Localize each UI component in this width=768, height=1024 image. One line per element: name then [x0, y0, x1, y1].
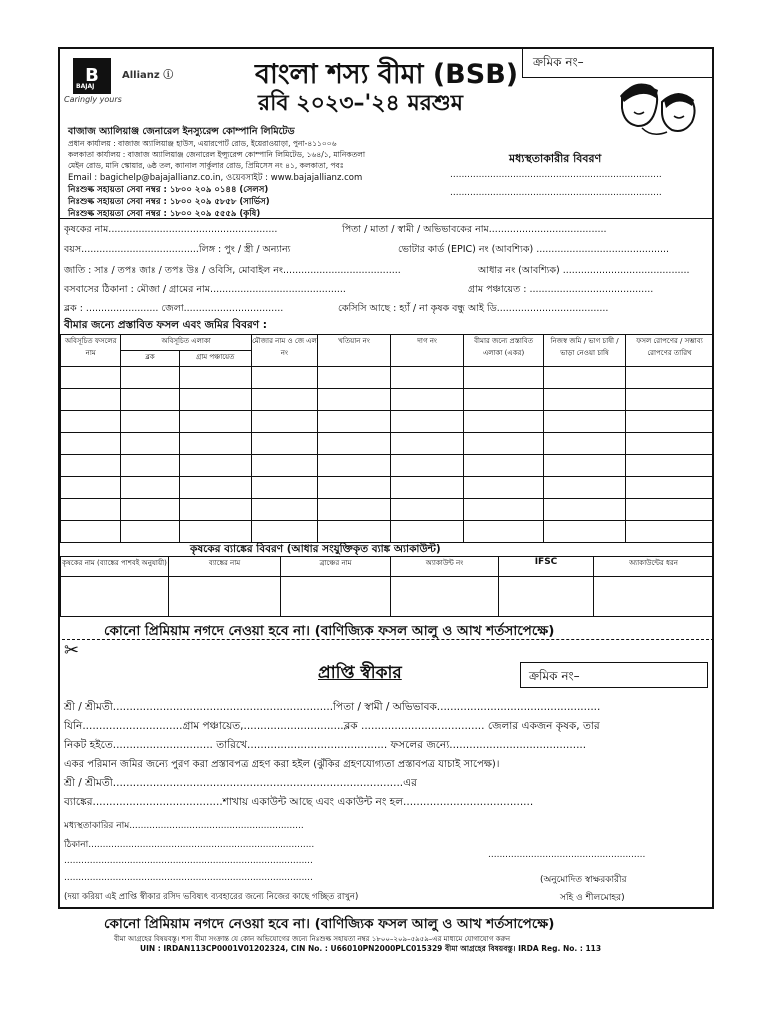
- th-block: ব্লক: [121, 351, 179, 367]
- cash-notice: কোনো প্রিমিয়াম নগদে নেওয়া হবে না। (বাণিজ্যিক ফসল আলু ও আখ শর্তসাপেক্ষে): [104, 623, 555, 639]
- table-row[interactable]: [61, 389, 714, 411]
- th-gp: গ্রাম পঞ্চায়েত: [179, 351, 251, 367]
- tollfree-sales: নিঃশুল্ক সহায়তা সেবা নম্বর : ১৮০০ ২০৯ ০১৪৪ (সেলস): [68, 185, 269, 195]
- allianz-logo: Allianz ⓘ: [122, 70, 174, 81]
- scissors-icon: ✂: [64, 640, 80, 661]
- bank-table: [60, 556, 714, 617]
- address-line-2[interactable]: .......................................................................................: [64, 856, 313, 866]
- age-gender-field[interactable]: বয়স.......................................লিঙ্গ : পুং / স্ত্রী / অন্যান্য: [64, 244, 291, 255]
- th-ifsc: IFSC: [499, 557, 594, 577]
- keep-receipt-note: (দয়া করিয়া এই প্রাপ্তি স্বীকার রসিদ ভবিষ্যৎ ব্যবহারের জন্যে নিজের কাছে গচ্ছিত রাখুন): [64, 892, 359, 902]
- th-area: অবিসূচিত এলাকা: [121, 335, 251, 351]
- receipt-line-1[interactable]: শ্রী / শ্রীমতী..................................................................পিতা / স্বামী / অভিভাবক.................................................: [64, 701, 601, 713]
- cut-line: [62, 639, 714, 640]
- serial-number-field[interactable]: ক্রমিক নং–: [522, 48, 714, 78]
- th-sowing: ফসল রোপণের / সম্ভাব্য রোপণের তারিখ: [626, 335, 714, 367]
- table-row[interactable]: [61, 477, 714, 499]
- th-account-type: অ্যাকাউন্টের ধরন: [594, 557, 714, 577]
- signature-label-2: সহি ও শীলমোহর): [560, 893, 625, 903]
- th-account: অ্যাকাউন্ট নং: [391, 557, 499, 577]
- intermediary-address-field[interactable]: ঠিকানা...............................................................................: [64, 840, 315, 850]
- intermediary-heading: মধ্যস্থতাকারীর বিবরণ: [509, 152, 602, 165]
- table-row[interactable]: [61, 499, 714, 521]
- footer-line-1: বীমা আগ্রহের বিষয়বস্তু। শস্য বীমা সংক্রান্ত যে কোন অভিযোগের জন্যে নিঃশুল্ক সহায়তা নম্বর ১৮০০–২০৯–৫৯৫৯–এর মাধ্যমে যোগাযোগ করুন: [114, 935, 511, 943]
- receipt-line-4: একর পরিমান জমির জন্যে পুরণ করা প্রস্তাবপত্র গ্রহণ করা হইল (ঝুঁকির গ্রহণযোগ্যতা প্রস্তাবপত্র যাচাই সাপেক্ষ)।: [64, 759, 500, 770]
- company-address-2: কলকাতা কার্যালয় : বাজাজ অ্যালিয়াঞ্জ জেনারেল ইন্স্যুরেন্স কোম্পানি লিমিটেড, ১৬৪/১, মানিকতলা: [68, 150, 366, 159]
- receipt-line-2[interactable]: যিনি..............................গ্রাম পঞ্চায়েত,..............................ব্লক ..................................... জেলার একজন কৃষক, তার: [64, 720, 600, 732]
- receipt-title: প্রাপ্তি স্বীকার: [318, 663, 402, 683]
- signature-line[interactable]: .......................................................: [488, 850, 646, 860]
- tollfree-agri: নিঃশুল্ক সহায়তা সেবা নম্বর : ১৮০০ ২০৯ ৫৫৫৯ (কৃষি): [68, 209, 261, 219]
- th-own: নিজস্ব জমি / ভাগ চাষী / ভাড়া নেওয়া চাষি: [544, 335, 626, 367]
- aadhaar-field[interactable]: আধার নং (আবশ্যিক) ..........................................: [478, 265, 690, 276]
- farmer-illustration-icon: [612, 78, 708, 140]
- company-address-1: প্রধান কার্যালয় : বাজাজ অ্যালিয়াঞ্জ হাউস, এয়ারপোর্ট রোড, ইয়েরাওয়াড়া, পুনা-৪১১০০৬: [68, 139, 337, 148]
- bank-section-title: কৃষকের ব্যাঙ্কের বিবরণ (আধার সংযুক্তিকৃত ব্যাঙ্ক অ্যাকাউন্ট): [190, 543, 441, 555]
- th-proposed: বীমার জন্যে প্রস্তাবিত এলাকা (একর): [464, 335, 544, 367]
- logo-brand: BAJAJ: [76, 83, 95, 90]
- signature-label-1: (অনুমোদিত স্বাক্ষরকারীর: [540, 875, 627, 885]
- receipt-line-5[interactable]: শ্রী / শ্রীমতী.......................................................................................এর: [64, 777, 417, 789]
- guardian-name-field[interactable]: পিতা / মাতা / স্বামী / অভিভাবকের নাম.......................................: [342, 224, 607, 235]
- company-name: বাজাজ অ্যালিয়াঞ্জ জেনারেল ইনস্যুরেন্স কোম্পানি লিমিটেড: [68, 126, 295, 137]
- block-district-field[interactable]: ব্লক : ........................ জেলা.................................: [64, 303, 284, 314]
- th-mouza: মৌজার নাম ও জে এল নং: [251, 335, 317, 367]
- intermediary-line-1[interactable]: ..........................................................................: [450, 170, 662, 180]
- crop-table: [60, 334, 714, 543]
- th-branch: ব্রাঞ্চের নাম: [281, 557, 391, 577]
- crop-section-title: বীমার জন্যে প্রস্তাবিত ফসল এবং জমির বিবরণ :: [64, 319, 267, 331]
- address-line-3[interactable]: .......................................................................................: [64, 873, 313, 883]
- table-row[interactable]: [61, 433, 714, 455]
- address-field[interactable]: বসবাসের ঠিকানা : মৌজা / গ্রামের নাম.............................................: [64, 284, 346, 295]
- form-season: রবি ২০২৩–'২৪ মরশুম: [258, 91, 463, 116]
- table-row[interactable]: [61, 521, 714, 543]
- logo-tagline: Caringly yours: [64, 95, 122, 104]
- epic-field[interactable]: ভোটার কার্ড (EPIC) নং (আবশ্যিক) ............................................: [398, 244, 670, 255]
- table-row[interactable]: [61, 577, 714, 617]
- footer-line-2: UIN : IRDAN113CP0001V01202324, CIN No. : U66010PN2000PLC015329 বীমা আগ্রহের বিষয়বস্তু। IRDA Reg. No. : 113: [140, 944, 602, 953]
- th-dag: দাগ নং: [391, 335, 464, 367]
- gp-field[interactable]: গ্রাম পঞ্চায়েত : .........................................: [468, 284, 654, 295]
- company-email: Email : bagichelp@bajajallianz.co.in, ওয়েবসাইট : www.bajajallianz.com: [68, 173, 363, 183]
- intermediary-line-2[interactable]: ..........................................................................: [450, 188, 662, 198]
- tollfree-service: নিঃশুল্ক সহায়তা সেবা নম্বর : ১৮০০ ২০৯ ৫৮৫৮ (সার্ভিস): [68, 197, 270, 207]
- divider: [58, 218, 714, 219]
- th-khatian: খতিয়ান নং: [318, 335, 391, 367]
- receipt-serial-field[interactable]: ক্রমিক নং–: [520, 662, 708, 688]
- kcc-field[interactable]: কেসিসি আছে : হ্যাঁ / না কৃষক বন্ধু আই ডি.....................................: [338, 303, 609, 314]
- th-crop: অবিসূচিত ফসলের নাম: [61, 335, 121, 367]
- intermediary-name-field[interactable]: মধ্যস্থতাকারির নাম.............................................................: [64, 821, 304, 831]
- receipt-line-3[interactable]: নিকট হইতে.............................. তারিখে.......................................... ফসলের জন্যে.........................................: [64, 739, 587, 751]
- table-row[interactable]: [61, 367, 714, 389]
- farmer-name-field[interactable]: কৃষকের নাম........................................................: [64, 224, 278, 235]
- th-farmer-name: কৃষকের নাম (ব্যাঙ্কের পাশবই অনুযায়ী): [61, 557, 169, 577]
- table-row[interactable]: [61, 411, 714, 433]
- th-bank-name: ব্যাঙ্কের নাম: [169, 557, 281, 577]
- company-address-3: মেইন রোড, মানি স্কোয়ার, ৬ষ্ঠ তল, ক্যানাল সার্কুলার রোড, প্রিমিসেস নং ৪১, কলকাতা, পবঃ: [68, 161, 344, 170]
- bajaj-logo: B: [73, 58, 111, 94]
- caste-mobile-field[interactable]: জাতি : সাঃ / তপঃ জাঃ / তপঃ উঃ / ওবিসি, মোবাইল নং.......................................: [64, 265, 401, 276]
- table-row[interactable]: [61, 455, 714, 477]
- form-title: বাংলা শস্য বীমা (BSB): [255, 59, 519, 90]
- receipt-line-6[interactable]: ব্যাঙ্কের.......................................শাখায় একাউন্ট আছে এবং একাউন্ট নং হল.......................................: [64, 796, 534, 808]
- footer-cash-notice: কোনো প্রিমিয়াম নগদে নেওয়া হবে না। (বাণিজ্যিক ফসল আলু ও আখ শর্তসাপেক্ষে): [104, 916, 555, 932]
